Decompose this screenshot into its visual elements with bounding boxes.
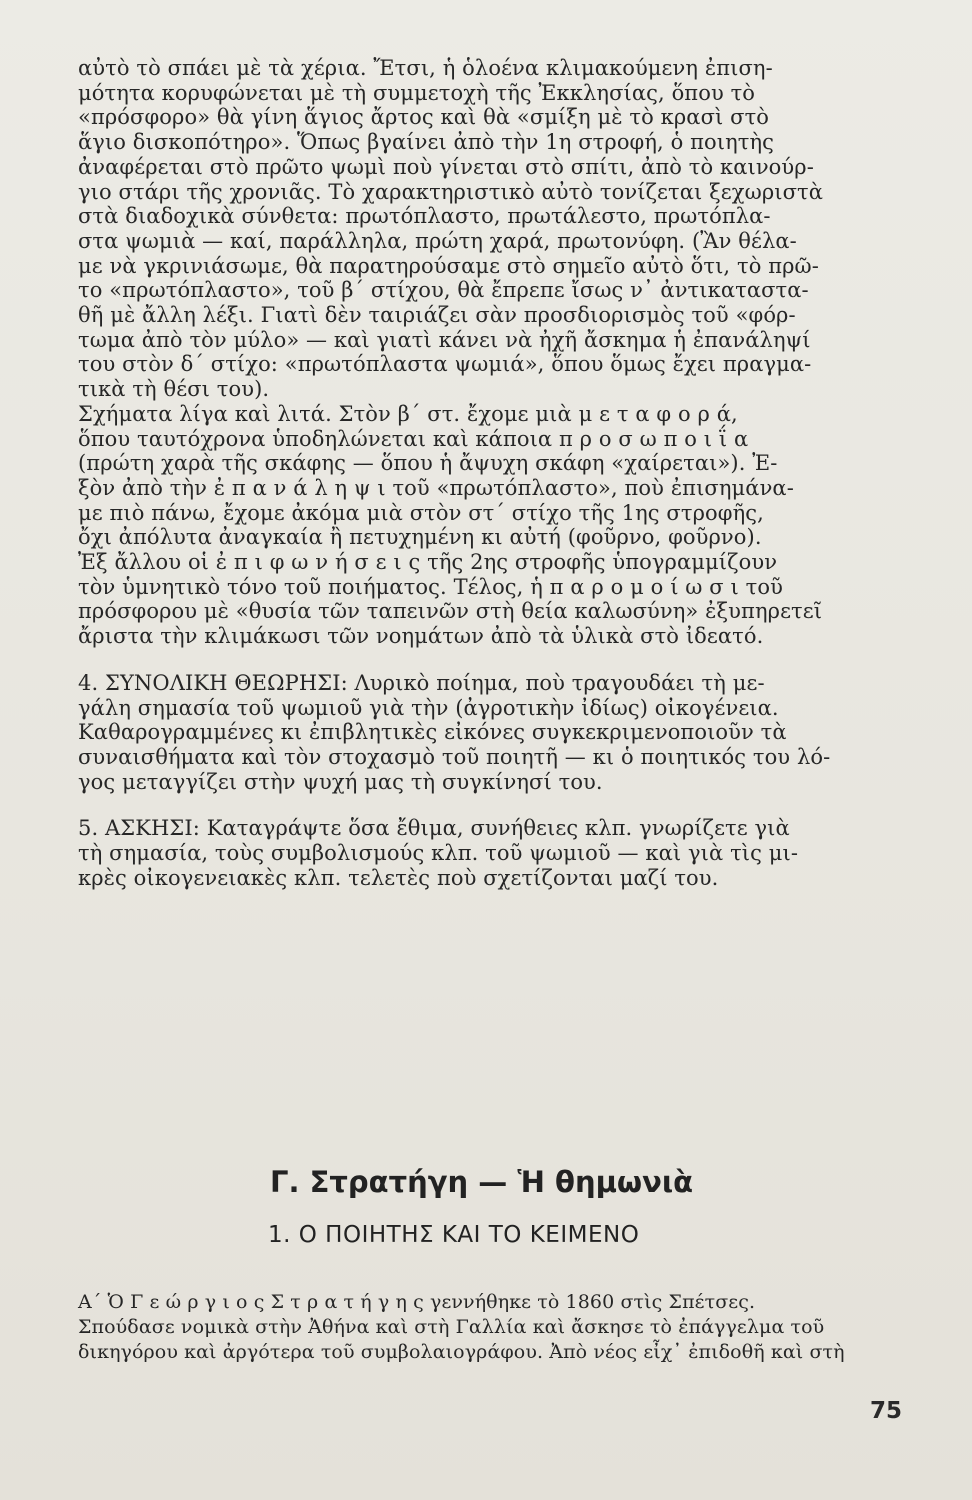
text-line: ξὸν ἀπὸ τὴν ἐ π α ν ά λ η ψ ι τοῦ «πρωτόπλαστο», ποὺ ἐπισημάνα- (78, 475, 794, 500)
section-4-overall-view (78, 671, 898, 795)
text-line: δικηγόρου καὶ ἀργότερα τοῦ συμβολαιογράφου. Ἀπὸ νέος εἶχ᾽ ἐπιδοθῆ καὶ στὴ (78, 1341, 845, 1363)
text-line: στα ψωμιὰ — καί, παράλληλα, πρώτη χαρά, πρωτονύφη. (Ἂν θέλα- (78, 228, 797, 253)
text-line: (πρώτη χαρὰ τῆς σκάφης — ὅπου ἡ ἄψυχη σκάφη «χαίρεται»). Ἐ- (78, 451, 778, 476)
text-line: τὸν ὑμνητικὸ τόνο τοῦ ποιήματος. Τέλος, ἡ π α ρ ο μ ο ί ω σ ι τοῦ (78, 574, 783, 599)
text-line: ὄχι ἀπόλυτα ἀναγκαία ἢ πετυχημένη κι αὐτή (φοῦρνο, φοῦρνο). (78, 525, 762, 550)
text-line: στὰ διαδοχικὰ σύνθετα: πρωτόπλαστο, πρωτάλεστο, πρωτόπλα- (78, 204, 771, 229)
text-line: Σχήματα λίγα καὶ λιτά. Στὸν β΄ στ. ἔχομε μιὰ μ ε τ α φ ο ρ ά, (78, 401, 738, 426)
text-line: κρὲς οἰκογενειακὲς κλπ. τελετὲς ποὺ σχετίζονται μαζί του. (78, 865, 719, 890)
text-line: μότητα κορυφώνεται μὲ τὴ συμμετοχὴ τῆς Ἐκκλησίας, ὅπου τὸ (78, 80, 756, 105)
section-3-tail (78, 56, 898, 649)
text-line: το «πρωτόπλαστο», τοῦ β΄ στίχου, θὰ ἔπρεπε ἴσως ν᾽ ἀντικαταστα- (78, 278, 809, 303)
text-line: με πιὸ πάνω, ἔχομε ἀκόμα μιὰ στὸν στ΄ στίχο τῆς 1ης στροφῆς, (78, 500, 764, 525)
text-line: τωμα ἀπὸ τὸν μύλο» — καὶ γιατὶ κάνει νὰ ἠχῆ ἄσκημα ἡ ἐπανάληψί (78, 327, 811, 352)
text-line: ἅγιο δισκοπότηρο». Ὅπως βγαίνει ἀπὸ τὴν 1η στροφή, ὁ ποιητὴς (78, 130, 775, 155)
text-line: συναισθήματα καὶ τὸν στοχασμὸ τοῦ ποιητῆ — κι ὁ ποιητικός του λό- (78, 744, 831, 769)
text-line: τὴ σημασία, τοὺς συμβολισμούς κλπ. τοῦ ψωμιοῦ — καὶ γιὰ τὶς μι- (78, 841, 799, 866)
section-5-exercise (78, 816, 898, 890)
text-line: γάλη σημασία τοῦ ψωμιοῦ γιὰ τὴν (ἀγροτικὴν ἰδίως) οἰκογένεια. (78, 695, 779, 720)
text-line: Α΄ Ὁ Γ ε ώ ρ γ ι ο ς Σ τ ρ α τ ή γ η ς γεννήθηκε τὸ 1860 στὶς Σπέτσες. (78, 1291, 756, 1313)
poet-biography (78, 1290, 908, 1365)
text-line: τικὰ τὴ θέσι του). (78, 377, 270, 402)
text-line: αὐτὸ τὸ σπάει μὲ τὰ χέρια. Ἔτσι, ἡ ὁλοένα κλιμακούμενη ἐπιση- (78, 56, 773, 80)
text-line: 5. ΑΣΚΗΣΙ: Καταγράψτε ὅσα ἔθιμα, συνήθειες κλπ. γνωρίζετε γιὰ (78, 816, 790, 841)
text-line: Σπούδασε νομικὰ στὴν Ἀθήνα καὶ στὴ Γαλλία καὶ ἄσκησε τὸ ἐπάγγελμα τοῦ (78, 1316, 825, 1338)
text-line: Καθαρογραμμένες κι ἐπιβλητικὲς εἰκόνες συγκεκριμενοποιοῦν τὰ (78, 720, 787, 745)
paragraph-gap (78, 794, 898, 816)
text-line: του στὸν δ΄ στίχο: «πρωτόπλαστα ψωμιά», ὅπου ὅμως ἔχει πραγμα- (78, 352, 812, 377)
text-line: 4. ΣΥΝΟΛΙΚΗ ΘΕΩΡΗΣΙ: Λυρικὸ ποίημα, ποὺ τραγουδάει τὴ με- (78, 670, 765, 695)
text-line: με νὰ γκρινιάσωμε, θὰ παρατηρούσαμε στὸ σημεῖο αὐτὸ ὅτι, τὸ πρῶ- (78, 253, 819, 278)
text-line: γος μεταγγίζει στὴν ψυχή μας τὴ συγκίνησί του. (78, 769, 603, 794)
text-line: ἄριστα τὴν κλιμάκωσι τῶν νοημάτων ἀπὸ τὰ ὑλικὰ στὸ ἰδεατό. (78, 624, 764, 649)
text-line: γιο στάρι τῆς χρονιᾶς. Τὸ χαρακτηριστικὸ αὐτὸ τονίζεται ξεχωριστὰ (78, 179, 824, 204)
section-heading: 1. Ο ΠΟΙΗΤΗΣ ΚΑΙ ΤΟ ΚΕΙΜΕΝΟ (268, 1222, 640, 1248)
text-line: ἀναφέρεται στὸ πρῶτο ψωμὶ ποὺ γίνεται στὸ σπίτι, ἀπὸ τὸ καινούρ- (78, 154, 814, 179)
text-line: Ἐξ ἄλλου οἱ ἐ π ι φ ω ν ή σ ε ι ς τῆς 2ης στροφῆς ὑπογραμμίζουν (78, 550, 778, 575)
chapter-title: Γ. Στρατήγη — Ἡ θημωνιὰ (270, 1165, 694, 1199)
text-line: πρόσφορου μὲ «θυσία τῶν ταπεινῶν στὴ θεία καλωσύνη» ἐξυπηρετεῖ (78, 599, 823, 624)
text-line: ὅπου ταυτόχρονα ὑποδηλώνεται καὶ κάποια π ρ ο σ ω π ο ι ΐ α (78, 426, 749, 451)
text-line: «πρόσφορο» θὰ γίνη ἅγιος ἄρτος καὶ θὰ «σμίξη μὲ τὸ κρασὶ στὸ (78, 105, 770, 130)
text-line: θῆ μὲ ἄλλη λέξι. Γιατὶ δὲν ταιριάζει σὰν προσδιορισμὸς τοῦ «φόρ- (78, 303, 796, 328)
body-text (78, 56, 898, 891)
page-number: 75 (869, 1398, 902, 1424)
paragraph-gap (78, 649, 898, 671)
